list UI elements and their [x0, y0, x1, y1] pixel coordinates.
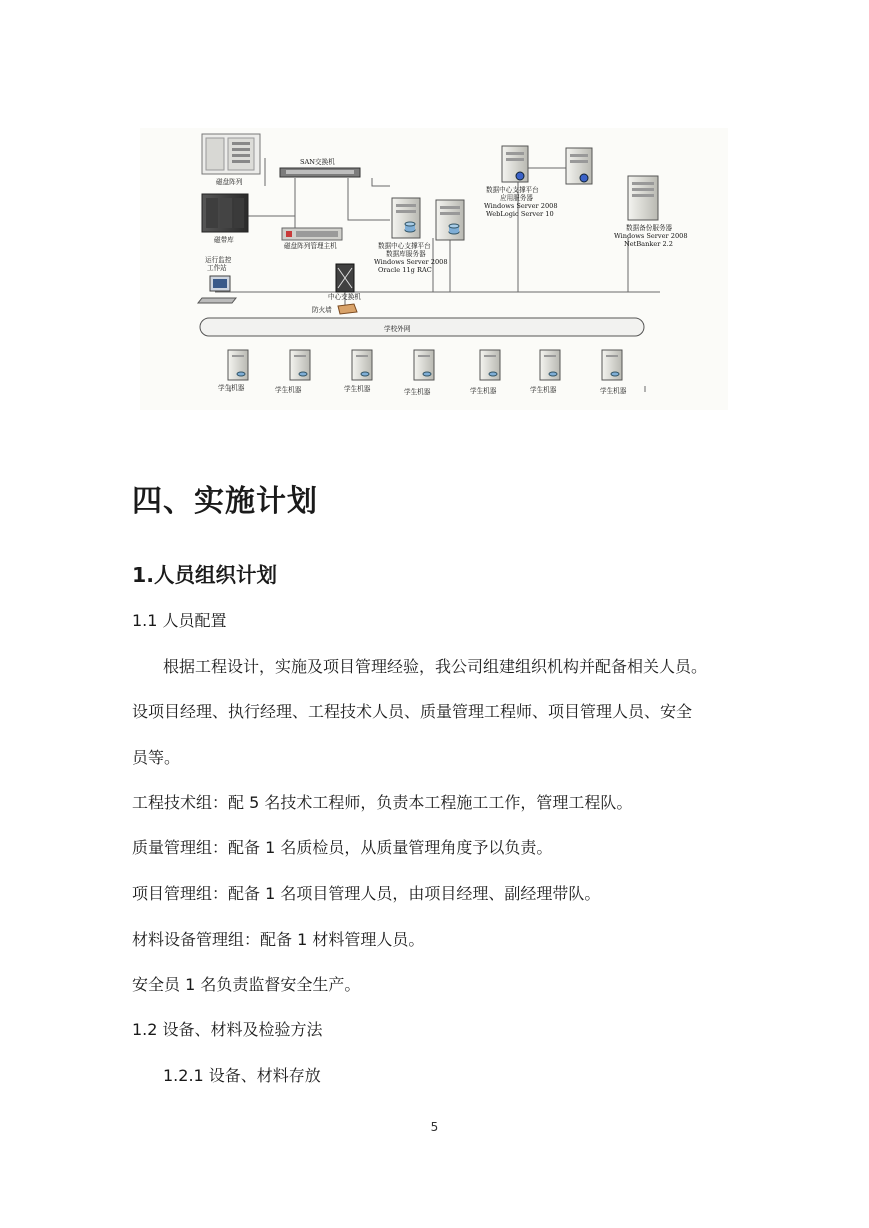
network-topology-diagram — [140, 128, 728, 410]
paragraph-line: 员等。 — [132, 748, 181, 767]
page-number: 5 — [430, 1120, 439, 1134]
app-server-label-2: 应用服务器 — [500, 194, 533, 202]
disk-array-label: 磁盘阵列 — [216, 178, 243, 186]
heading-1-1: 1.1 人员配置 — [132, 611, 227, 630]
monitor-station-label-1: 运行监控 — [205, 256, 232, 264]
disk-mgmt-host-label: 磁盘阵列管理主机 — [284, 242, 337, 250]
core-switch-icon — [336, 264, 354, 292]
disk-mgmt-host-icon — [282, 228, 342, 240]
student-label: 学生机器 — [600, 387, 627, 395]
campus-network-label: 学校外网 — [384, 325, 411, 333]
paragraph-line: 根据工程设计，实施及项目管理经验，我公司组建组织机构并配备相关人员。 — [163, 657, 708, 676]
tape-library-label: 磁带库 — [214, 236, 234, 244]
core-switch-label: 中心交换机 — [328, 293, 361, 301]
staff-line-safety: 安全员 1 名负责监督安全生产。 — [132, 975, 361, 994]
subsection-heading: 1.人员组织计划 — [132, 563, 278, 587]
tape-library-icon — [202, 194, 248, 232]
backup-server-icon — [628, 176, 658, 220]
app-server-label-4: WebLogic Server 10 — [486, 210, 554, 218]
db-server-label-3: Windows Server 2008 — [374, 258, 448, 266]
staff-line-material: 材料设备管理组：配备 1 材料管理人员。 — [132, 930, 425, 949]
student-label: 学生机器 — [275, 386, 302, 394]
section-heading: 四、实施计划 — [132, 484, 318, 519]
monitor-station-label-2: 工作站 — [207, 264, 227, 272]
db-server-label-1: 数据中心支撑平台 — [378, 242, 431, 250]
staff-line-quality: 质量管理组：配备 1 名质检员，从质量管理角度予以负责。 — [132, 838, 553, 857]
app-server-label-3: Windows Server 2008 — [484, 202, 558, 210]
app-server-icon — [566, 148, 592, 184]
san-switch-label: SAN交换机 — [300, 158, 335, 166]
db-server-icon — [436, 200, 464, 240]
student-label: 学生机器 — [530, 386, 557, 394]
firewall-icon — [338, 304, 357, 314]
app-server-label-1: 数据中心支撑平台 — [486, 186, 539, 194]
paragraph-line: 设项目经理、执行经理、工程技术人员、质量管理工程师、项目管理人员、安全 — [132, 702, 693, 721]
db-server-label-4: Oracle 11g RAC — [378, 266, 432, 274]
backup-server-label-1: 数据备份服务器 — [626, 224, 673, 232]
student-label: 学生机器 — [344, 385, 371, 393]
backup-server-label-2: Windows Server 2008 — [614, 232, 688, 240]
student-label: 学生机器 — [404, 388, 431, 396]
db-server-icon — [392, 198, 420, 238]
backup-server-label-3: NetBanker 2.2 — [624, 240, 673, 248]
db-server-label-2: 数据库服务器 — [386, 250, 426, 258]
san-switch-icon — [280, 168, 360, 177]
campus-network-bus — [200, 318, 644, 336]
staff-line-tech: 工程技术组：配 5 名技术工程师，负责本工程施工工作，管理工程队。 — [132, 793, 633, 812]
heading-1-2-1: 1.2.1 设备、材料存放 — [163, 1066, 321, 1085]
app-server-icon — [502, 146, 528, 182]
disk-array-icon — [202, 134, 260, 174]
staff-line-project: 项目管理组：配备 1 名项目管理人员，由项目经理、副经理带队。 — [132, 884, 601, 903]
student-label: 学生机器 — [218, 384, 245, 392]
firewall-label: 防火墙 — [312, 306, 332, 314]
heading-1-2: 1.2 设备、材料及检验方法 — [132, 1020, 323, 1039]
student-label: 学生机器 — [470, 387, 497, 395]
